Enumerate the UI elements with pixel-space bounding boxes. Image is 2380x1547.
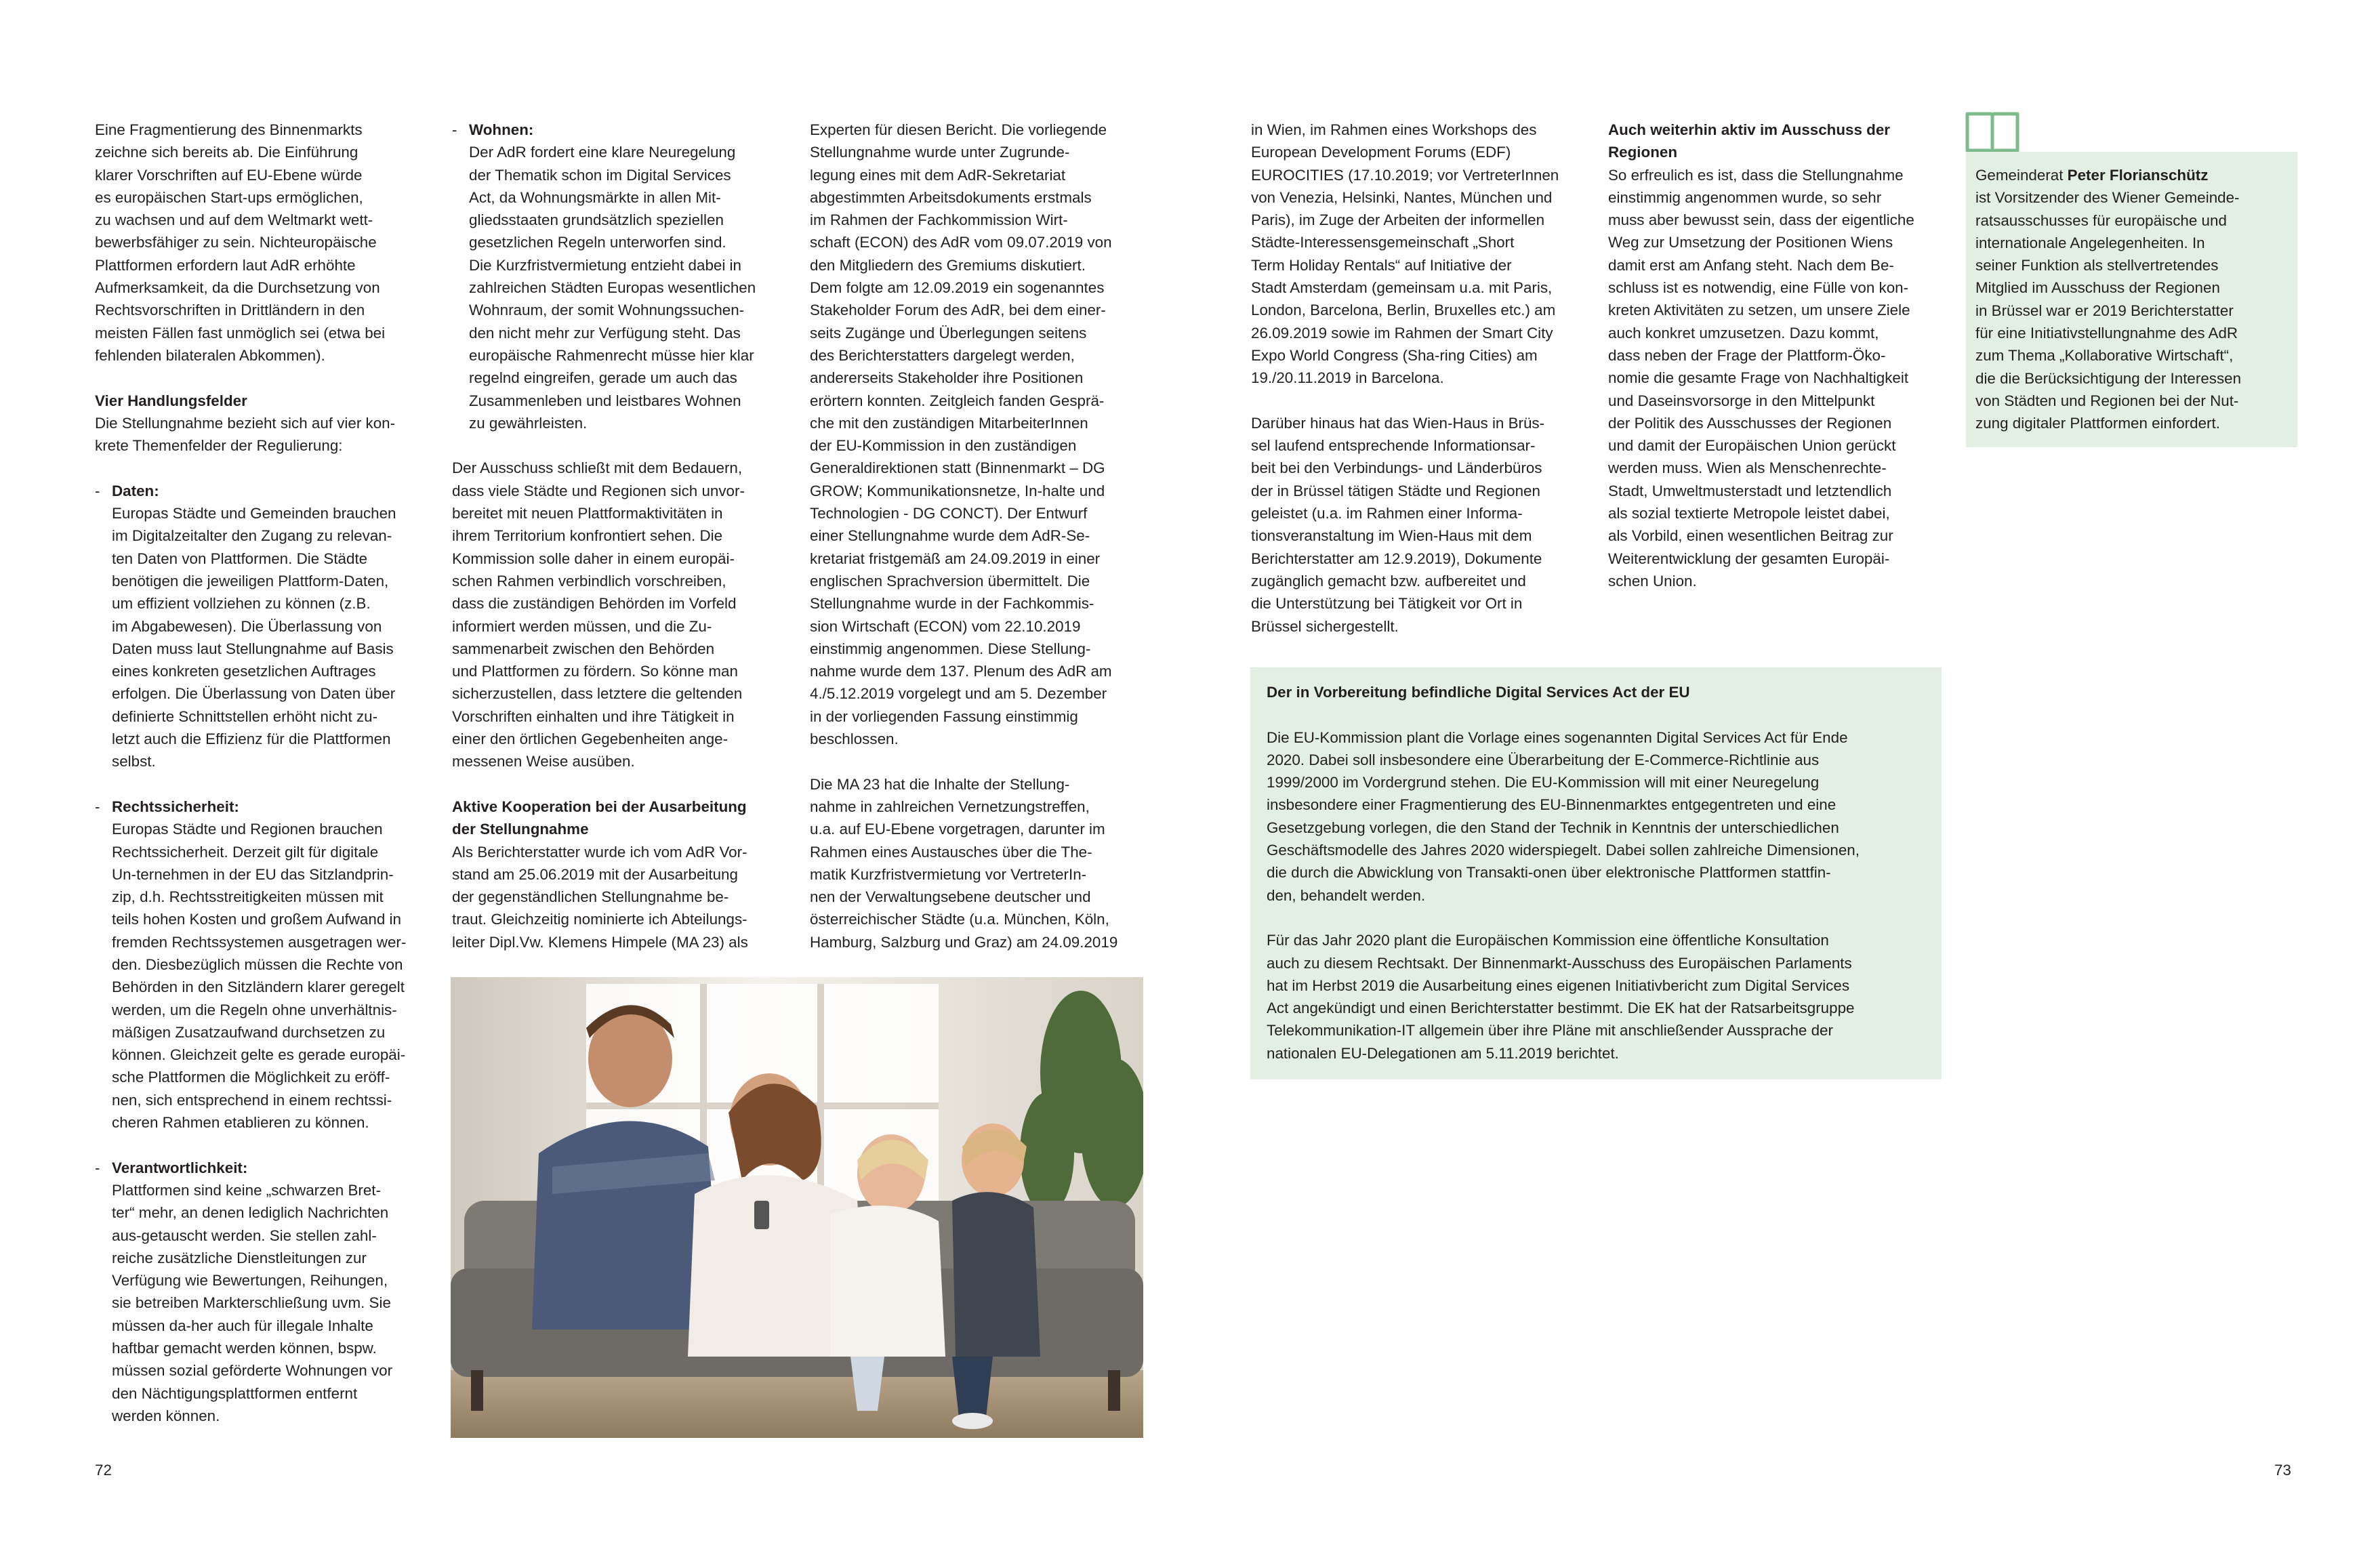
text-line: Berichterstatter am 12.9.2019), Dokumente (1251, 550, 1542, 567)
text-line: u.a. auf EU-Ebene vorgetragen, darunter im (810, 821, 1105, 838)
text-line: sche Plattformen die Möglichkeit zu eröff- (112, 1069, 390, 1086)
text-line: werden können. (112, 1407, 220, 1424)
col3-paragraph-experten (810, 119, 1155, 750)
text-line: andererseits Stakeholder ihre Positionen (810, 369, 1084, 387)
text-line: der EU-Kommission in den zuständigen (810, 437, 1077, 455)
text-line: ten Daten von Plattformen. Die Städte (112, 550, 368, 567)
family-photo (451, 977, 1143, 1438)
text-line: Europas Städte und Regionen brauchen (112, 821, 383, 838)
text-line: reiche zusätzliche Dienstleitungen zur (112, 1249, 367, 1266)
text-line: Term Holiday Rentals“ auf Initiative der (1251, 256, 1512, 274)
page-number-right: 73 (2274, 1462, 2291, 1479)
text-line: Daten muss laut Stellungnahme auf Basis (112, 640, 394, 657)
list-item-label: Rechtssicherheit: (112, 798, 239, 815)
text-line: zu gewährleisten. (469, 414, 588, 432)
text-line: regelnd eingreifen, gerade um auch das (469, 369, 737, 387)
text-line: Expo World Congress (Sha-ring Cities) am (1251, 346, 1538, 364)
text-line: Zusammenleben und leistbares Wohnen (469, 392, 741, 409)
text-line: als sozial textierte Metropole leistet dabei, (1608, 505, 1890, 522)
text-line: Die Kurzfristvermietung entzieht dabei in (469, 256, 741, 274)
text-line: Aufmerksamkeit, da die Durchsetzung von (95, 279, 380, 297)
text-line: Geschäftsmodelle des Jahres 2020 widerspiegelt. Dabei sollen zahlreiche Dimensionen, (1267, 842, 1860, 859)
dsa-paragraph-2 (1267, 929, 1928, 1065)
dsa-box-title: Der in Vorbereitung befindliche Digital Services Act der EU (1267, 684, 1690, 701)
text-line: muss aber bewusst sein, dass der eigentliche (1608, 211, 1914, 229)
text-line: So erfreulich es ist, dass die Stellungnahme (1608, 166, 1904, 184)
text-line: zugänglich gemacht bzw. aufbereitet und (1251, 572, 1526, 590)
text-line: ter“ mehr, an denen lediglich Nachrichten (112, 1204, 389, 1222)
right-column-2 (1608, 119, 1954, 592)
text-line: zip, d.h. Rechtsstreitigkeiten müssen mit (112, 888, 384, 906)
text-line: in Brüssel war er 2019 Berichterstatter (1975, 302, 2234, 319)
text-line: klarer Vorschriften auf EU-Ebene würde (95, 166, 363, 184)
text-line: nen, sich entsprechend in einem rechtssi- (112, 1091, 392, 1109)
text-line: 19./20.11.2019 in Barcelona. (1251, 369, 1444, 387)
left-column-2 (452, 119, 798, 953)
list-item-label: Verantwortlichkeit: (112, 1159, 248, 1176)
text-line: des Berichterstatters dargelegt werden, (810, 346, 1075, 364)
text-line: GROW; Kommunikationsnetze, In-halte und (810, 482, 1105, 499)
text-line: Dem folgte am 12.09.2019 ein sogenanntes (810, 279, 1105, 297)
text-line: cheren Rahmen etablieren zu können. (112, 1114, 369, 1132)
text-line: tionsveranstaltung im Wien-Haus mit dem (1251, 527, 1532, 545)
list-dash: - (95, 1159, 100, 1176)
text-line: zahlreichen Städten Europas wesentlichen (469, 279, 756, 297)
text-line: ist Vorsitzender des Wiener Gemeinde- (1975, 189, 2240, 207)
text-line: Darüber hinaus hat das Wien-Haus in Brüs- (1251, 414, 1545, 432)
author-name: Peter Florianschütz (2067, 167, 2209, 184)
list-item-wohnen (452, 119, 798, 434)
text-line: kreten Aktivitäten zu setzen, um unsere Ziele (1608, 302, 1910, 319)
text-line: und Daseinsvorsorge in den Mittelpunkt (1608, 392, 1875, 409)
text-line: krete Themenfelder der Regulierung: (95, 437, 343, 455)
text-line: nahme in zahlreichen Vernetzungstreffen, (810, 798, 1090, 815)
right-column-1 (1251, 119, 1597, 638)
text-line: schluss ist es notwendig, eine Fülle von kon- (1608, 279, 1909, 297)
text-line: informiert werden müssen, und die Zu- (452, 617, 712, 635)
text-line: zeichne sich bereits ab. Die Einführung (95, 144, 358, 161)
text-line: europäische Rahmenrecht müsse hier klar (469, 346, 754, 364)
text-line: Behörden in den Sitzländern klarer geregelt (112, 978, 405, 996)
text-line: einstimmig angenommen. Diese Stellung- (810, 640, 1091, 657)
text-line: Telekommunikation-IT allgemein über ihre Pläne mit anschließender Aussprache der (1267, 1022, 1833, 1039)
text-line: der in Brüssel tätigen Städte und Regionen (1251, 482, 1540, 499)
open-book-icon (1965, 111, 2020, 156)
text-line: nationalen EU-Delegationen am 5.11.2019 berichtet. (1267, 1044, 1619, 1062)
text-line: der gegenständlichen Stellungnahme be- (452, 888, 729, 906)
text-line: 4./5.12.2019 vorgelegt und am 5. Dezember (810, 685, 1107, 703)
text-line: den, behandelt werden. (1267, 886, 1426, 904)
text-line: einstimmig angenommen wurde, so sehr (1608, 188, 1882, 206)
list-item-label: Daten: (112, 482, 159, 499)
text-line: sammenarbeit zwischen den Behörden (452, 640, 715, 657)
bio-prefix: Gemeinderat (1975, 167, 2068, 184)
text-line: in Wien, im Rahmen eines Workshops des (1251, 121, 1537, 138)
text-line: Plattformen sind keine „schwarzen Bret- (112, 1181, 381, 1199)
list-item-daten (95, 480, 440, 773)
text-line: eines konkreten gesetzlichen Auftrages (112, 663, 376, 680)
list-item-verantwortlichkeit (95, 1157, 440, 1428)
text-line: Stakeholder Forum des AdR, bei dem einer- (810, 302, 1106, 319)
text-line: seiner Funktion als stellvertretendes (1975, 257, 2219, 274)
text-line: Die Stellungnahme bezieht sich auf vier kon- (95, 414, 396, 432)
text-line: werden, um die Regeln ohne unverhältnis- (112, 1001, 397, 1018)
text-line: dass die zuständigen Behörden im Vorfeld (452, 595, 737, 613)
text-line: schen Rahmen verbindlich vorschreiben, (452, 572, 726, 590)
text-line: Die MA 23 hat die Inhalte der Stellung- (810, 775, 1070, 793)
text-line: Act, da Wohnungsmärkte in allen Mit- (469, 188, 721, 206)
dsa-paragraph-1 (1267, 726, 1928, 907)
col4-paragraph-workshops (1251, 119, 1597, 390)
text-line: die durch die Abwicklung von Transakti-onen über elektronische Plattformen stattfin- (1267, 864, 1831, 882)
text-line: traut. Gleichzeitig nominierte ich Abteilungs- (452, 911, 747, 928)
text-line: dass viele Städte und Regionen sich unvor- (452, 482, 745, 499)
text-line: Als Berichterstatter wurde ich vom AdR Vor- (452, 843, 747, 861)
text-line: sie betreiben Markterschließung uvm. Sie (112, 1294, 391, 1312)
text-line: European Development Forums (EDF) (1251, 144, 1511, 161)
col2-paragraph-ausschuss (452, 457, 798, 772)
text-line: Experten für diesen Bericht. Die vorliegende (810, 121, 1107, 138)
author-bio-box (1966, 152, 2297, 447)
text-line: che mit den zuständigen MitarbeiterInnen (810, 414, 1088, 432)
text-line: Stellungnahme wurde unter Zugrunde- (810, 144, 1070, 161)
text-line: internationale Angelegenheiten. In (1975, 234, 2205, 251)
text-line: und damit der Europäischen Union gerückt (1608, 437, 1896, 455)
list-item-rechtssicherheit (95, 796, 440, 1134)
text-line: fremden Rechtssystemen ausgetragen wer- (112, 933, 407, 951)
section-heading-handlungsfelder: Vier Handlungsfelder (95, 392, 247, 409)
text-line: matik Kurzfristvermietung vor VertreterIn- (810, 865, 1087, 883)
text-line: Paris), im Zuge der Arbeiten der informellen (1251, 211, 1545, 229)
text-line: Eine Fragmentierung des Binnenmarkts (95, 121, 363, 138)
text-line: insbesondere einer Fragmentierung des EU-Binnenmarktes entgegentreten und eine (1267, 796, 1837, 814)
list-dash: - (95, 798, 100, 815)
text-line: und Plattformen zu fördern. So könne man (452, 663, 738, 680)
text-line: zung digitaler Plattformen einfordert. (1975, 415, 2220, 432)
left-column-3 (810, 119, 1155, 953)
text-line: nahme wurde dem 137. Plenum des AdR am (810, 663, 1112, 680)
text-line: Plattformen erfordern laut AdR erhöhte (95, 256, 356, 274)
text-line: Rahmen eines Austausches über die The- (810, 843, 1092, 861)
text-line: haftbar gemacht werden können, bspw. (112, 1340, 377, 1357)
text-line: damit erst am Anfang steht. Nach dem Be- (1608, 256, 1894, 274)
section-heading-kooperation: Aktive Kooperation bei der Ausarbeitung (452, 798, 747, 815)
text-line: einer Stellungnahme wurde dem AdR-Se- (810, 527, 1090, 545)
section-heading-weiterhin-aktiv: Regionen (1608, 144, 1678, 161)
text-line: letzt auch die Effizienz für die Plattformen (112, 730, 391, 748)
text-line: dass neben der Frage der Plattform-Öko- (1608, 346, 1886, 364)
col3-paragraph-ma23 (810, 773, 1155, 953)
text-line: Rechtssicherheit. Derzeit gilt für digitale (112, 843, 379, 861)
text-line: Wohnraum, der somit Wohnungssuchen- (469, 302, 745, 319)
text-line: ratsausschusses für europäische und (1975, 211, 2227, 229)
text-line: geleistet (u.a. im Rahmen einer Informa- (1251, 505, 1523, 522)
text-line: bereitet mit neuen Plattformaktivitäten in (452, 505, 723, 522)
text-line: einer den örtlichen Gegebenheiten ange- (452, 730, 729, 748)
text-line: es europäischen Start-ups ermöglichen, (95, 188, 363, 206)
text-line: hat im Herbst 2019 die Ausarbeitung eines eigenen Initiativbericht zum Digital Services (1267, 976, 1850, 994)
text-line: die Unterstützung bei Tätigkeit vor Ort in (1251, 595, 1523, 613)
text-line: messenen Weise ausüben. (452, 753, 635, 770)
text-line: bewerbsfähiger zu sein. Nichteuropäische (95, 234, 377, 251)
text-line: schen Union. (1608, 572, 1697, 590)
text-line: auch zu diesem Rechtsakt. Der Binnenmarkt-Ausschuss des Europäischen Parlaments (1267, 954, 1852, 972)
text-line: Europas Städte und Gemeinden brauchen (112, 505, 396, 522)
text-line: Vorschriften einhalten und ihre Tätigkeit in (452, 707, 735, 725)
col5-paragraph (1608, 164, 1954, 593)
text-line: Mitglied im Ausschuss der Regionen (1975, 279, 2220, 297)
text-line: Act angekündigt und einen Berichterstatter bestimmt. Die EK hat der Ratsarbeitsgruppe (1267, 999, 1855, 1017)
text-line: in der vorliegenden Fassung einstimmig (810, 707, 1078, 725)
text-line: sel laufend entsprechende Informationsar- (1251, 437, 1536, 455)
text-line: Hamburg, Salzburg und Graz) am 24.09.2019 (810, 933, 1118, 951)
text-line: als Vorbild, einen wesentlichen Beitrag zur (1608, 527, 1893, 545)
text-line: Technologien - DG CONCT). Der Entwurf (810, 505, 1088, 522)
text-line: Weiterentwicklung der gesamten Europäi- (1608, 550, 1890, 567)
text-line: Der AdR fordert eine klare Neuregelung (469, 144, 736, 161)
text-line: sion Wirtschaft (ECON) vom 22.10.2019 (810, 617, 1081, 635)
text-line: Generaldirektionen statt (Binnenmarkt – DG (810, 459, 1105, 477)
text-line: müssen sozial geförderte Wohnungen vor (112, 1362, 393, 1380)
text-line: mäßigen Zusatzaufwand durchsetzen zu (112, 1023, 386, 1041)
left-column-1 (95, 119, 440, 1427)
text-line: werden muss. Wien als Menschenrechte- (1608, 459, 1887, 477)
text-line: zum Thema „Kollaborative Wirtschaft“, (1975, 347, 2234, 365)
text-line: österreichischer Städte (u.a. München, Köln, (810, 911, 1109, 928)
text-line: Stadt Amsterdam (gemeinsam u.a. mit Paris, (1251, 279, 1553, 297)
section-heading-kooperation: der Stellungnahme (452, 821, 589, 838)
text-line: fehlenden bilateralen Abkommen). (95, 346, 325, 364)
text-line: im Abgabewesen). Die Überlassung von (112, 617, 382, 635)
text-line: im Rahmen der Fachkommission Wirt- (810, 211, 1068, 229)
text-line: abgestimmten Arbeitsdokuments erstmals (810, 188, 1092, 206)
text-line: den Nächtigungsplattformen entfernt (112, 1384, 358, 1402)
text-line: von Venezia, Helsinki, Nantes, München und (1251, 188, 1553, 206)
text-line: ihrem Territorium konfrontiert sehen. Die (452, 527, 723, 545)
text-line: kretariat fristgemäß am 24.09.2019 in einer (810, 550, 1101, 567)
text-line: Die EU-Kommission plant die Vorlage eines sogenannten Digital Services Act für Ende (1267, 728, 1848, 746)
text-line: den nicht mehr zur Verfügung steht. Das (469, 324, 741, 342)
section-heading-weiterhin-aktiv: Auch weiterhin aktiv im Ausschuss der (1608, 121, 1891, 138)
text-line: selbst. (112, 753, 156, 770)
text-line: aus-getauscht werden. Sie stellen zahl- (112, 1226, 377, 1244)
page-number-left: 72 (95, 1462, 112, 1479)
text-line: den. Diesbezüglich müssen die Rechte von (112, 955, 403, 973)
text-line: auch konkret umzusetzen. Dazu kommt, (1608, 324, 1879, 342)
text-line: müssen da-her auch für illegale Inhalte (112, 1317, 373, 1334)
text-line: Kommission solle daher in einem europäi- (452, 550, 735, 567)
text-line: der Politik des Ausschusses der Regionen (1608, 414, 1892, 432)
text-line: den Mitgliedern des Gremiums diskutiert. (810, 256, 1086, 274)
text-line: stand am 25.06.2019 mit der Ausarbeitung (452, 865, 738, 883)
text-line: der Thematik schon im Digital Services (469, 166, 731, 184)
text-line: definierte Schnittstellen erhöht nicht zu- (112, 707, 378, 725)
text-line: Verfügung wie Bewertungen, Reihungen, (112, 1272, 388, 1290)
text-line: sicherzustellen, dass letztere die geltenden (452, 685, 743, 703)
col4-paragraph-wien-haus (1251, 412, 1597, 638)
text-line: für eine Initiativstellungnahme des AdR (1975, 325, 2238, 342)
text-line: erfolgen. Die Überlassung von Daten über (112, 685, 396, 703)
list-item-label: Wohnen: (469, 121, 534, 138)
text-line: Rechtsvorschriften in Drittländern in den (95, 302, 365, 319)
bio-first-line (1975, 164, 2288, 186)
text-line: Brüssel sichergestellt. (1251, 617, 1399, 635)
text-line: EUROCITIES (17.10.2019; vor VertreterInnen (1251, 166, 1559, 184)
text-line: legung eines mit dem AdR-Sekretariat (810, 166, 1066, 184)
text-line: Stellungnahme wurde in der Fachkommis- (810, 595, 1094, 613)
text-line: erörtern konnten. Zeitgleich fanden Gesprä- (810, 392, 1105, 409)
text-line: nen der Verwaltungsebene deutscher und (810, 888, 1091, 906)
col2-paragraph-berichterstatter (452, 841, 798, 953)
text-line: Un-ternehmen in der EU das Sitzlandprin- (112, 865, 394, 883)
text-line: zu wachsen und auf dem Weltmarkt wett- (95, 211, 373, 229)
text-line: 1999/2000 im Vordergrund stehen. Die EU-Kommission will mit einer Neuregelung (1267, 774, 1820, 791)
text-line: London, Barcelona, Berlin, Bruxelles etc.) am (1251, 302, 1556, 319)
list-dash: - (95, 482, 100, 499)
text-line: gesetzlichen Regeln unterworfen sind. (469, 234, 726, 251)
text-line: um effizient vollziehen zu können (z.B. (112, 595, 371, 613)
text-line: englischen Sprachversion übermittelt. Die (810, 572, 1090, 590)
text-line: beschlossen. (810, 730, 899, 748)
text-line: schaft (ECON) des AdR vom 09.07.2019 von (810, 234, 1112, 251)
text-line: teils hohen Kosten und großem Aufwand in (112, 911, 401, 928)
text-line: Für das Jahr 2020 plant die Europäischen Kommission eine öffentliche Konsultation (1267, 932, 1829, 949)
list-dash: - (452, 121, 457, 138)
text-line: Der Ausschuss schließt mit dem Bedauern, (452, 459, 743, 477)
text-line: im Digitalzeitalter den Zugang zu relevan- (112, 527, 392, 545)
text-line: können. Gleichzeit gelte es gerade europäi- (112, 1046, 406, 1064)
text-line: benötigen die jeweiligen Plattform-Daten, (112, 572, 389, 590)
text-line: beit bei den Verbindungs- und Länderbüros (1251, 459, 1542, 477)
text-line: die die Berücksichtigung der Interessen (1975, 369, 2242, 387)
text-line: Gesetzgebung vorlegen, die den Stand der Technik in Kenntnis der unterschiedlichen (1267, 819, 1839, 836)
text-line: meisten Fällen fast unmöglich sei (etwa bei (95, 324, 386, 342)
col1-intro-paragraph (95, 119, 440, 367)
text-line: von Städten und Regionen bei der Nut- (1975, 392, 2239, 409)
text-line: gliedsstaaten grundsätzlich speziellen (469, 211, 724, 229)
text-line: Städte-Interessensgemeinschaft „Short (1251, 234, 1515, 251)
text-line: Stadt, Umweltmusterstadt und letztendlich (1608, 482, 1892, 499)
text-line: leiter Dipl.Vw. Klemens Himpele (MA 23) als (452, 933, 748, 951)
text-line: 2020. Dabei soll insbesondere eine Überarbeitung der E-Commerce-Richtlinie aus (1267, 751, 1820, 768)
text-line: nomie die gesamte Frage von Nachhaltigkeit (1608, 369, 1909, 387)
text-line: seits Zugänge und Überlegungen seitens (810, 324, 1087, 342)
dsa-info-box (1250, 667, 1942, 1079)
text-line: 26.09.2019 sowie im Rahmen der Smart City (1251, 324, 1553, 342)
text-line: Weg zur Umsetzung der Positionen Wiens (1608, 234, 1893, 251)
